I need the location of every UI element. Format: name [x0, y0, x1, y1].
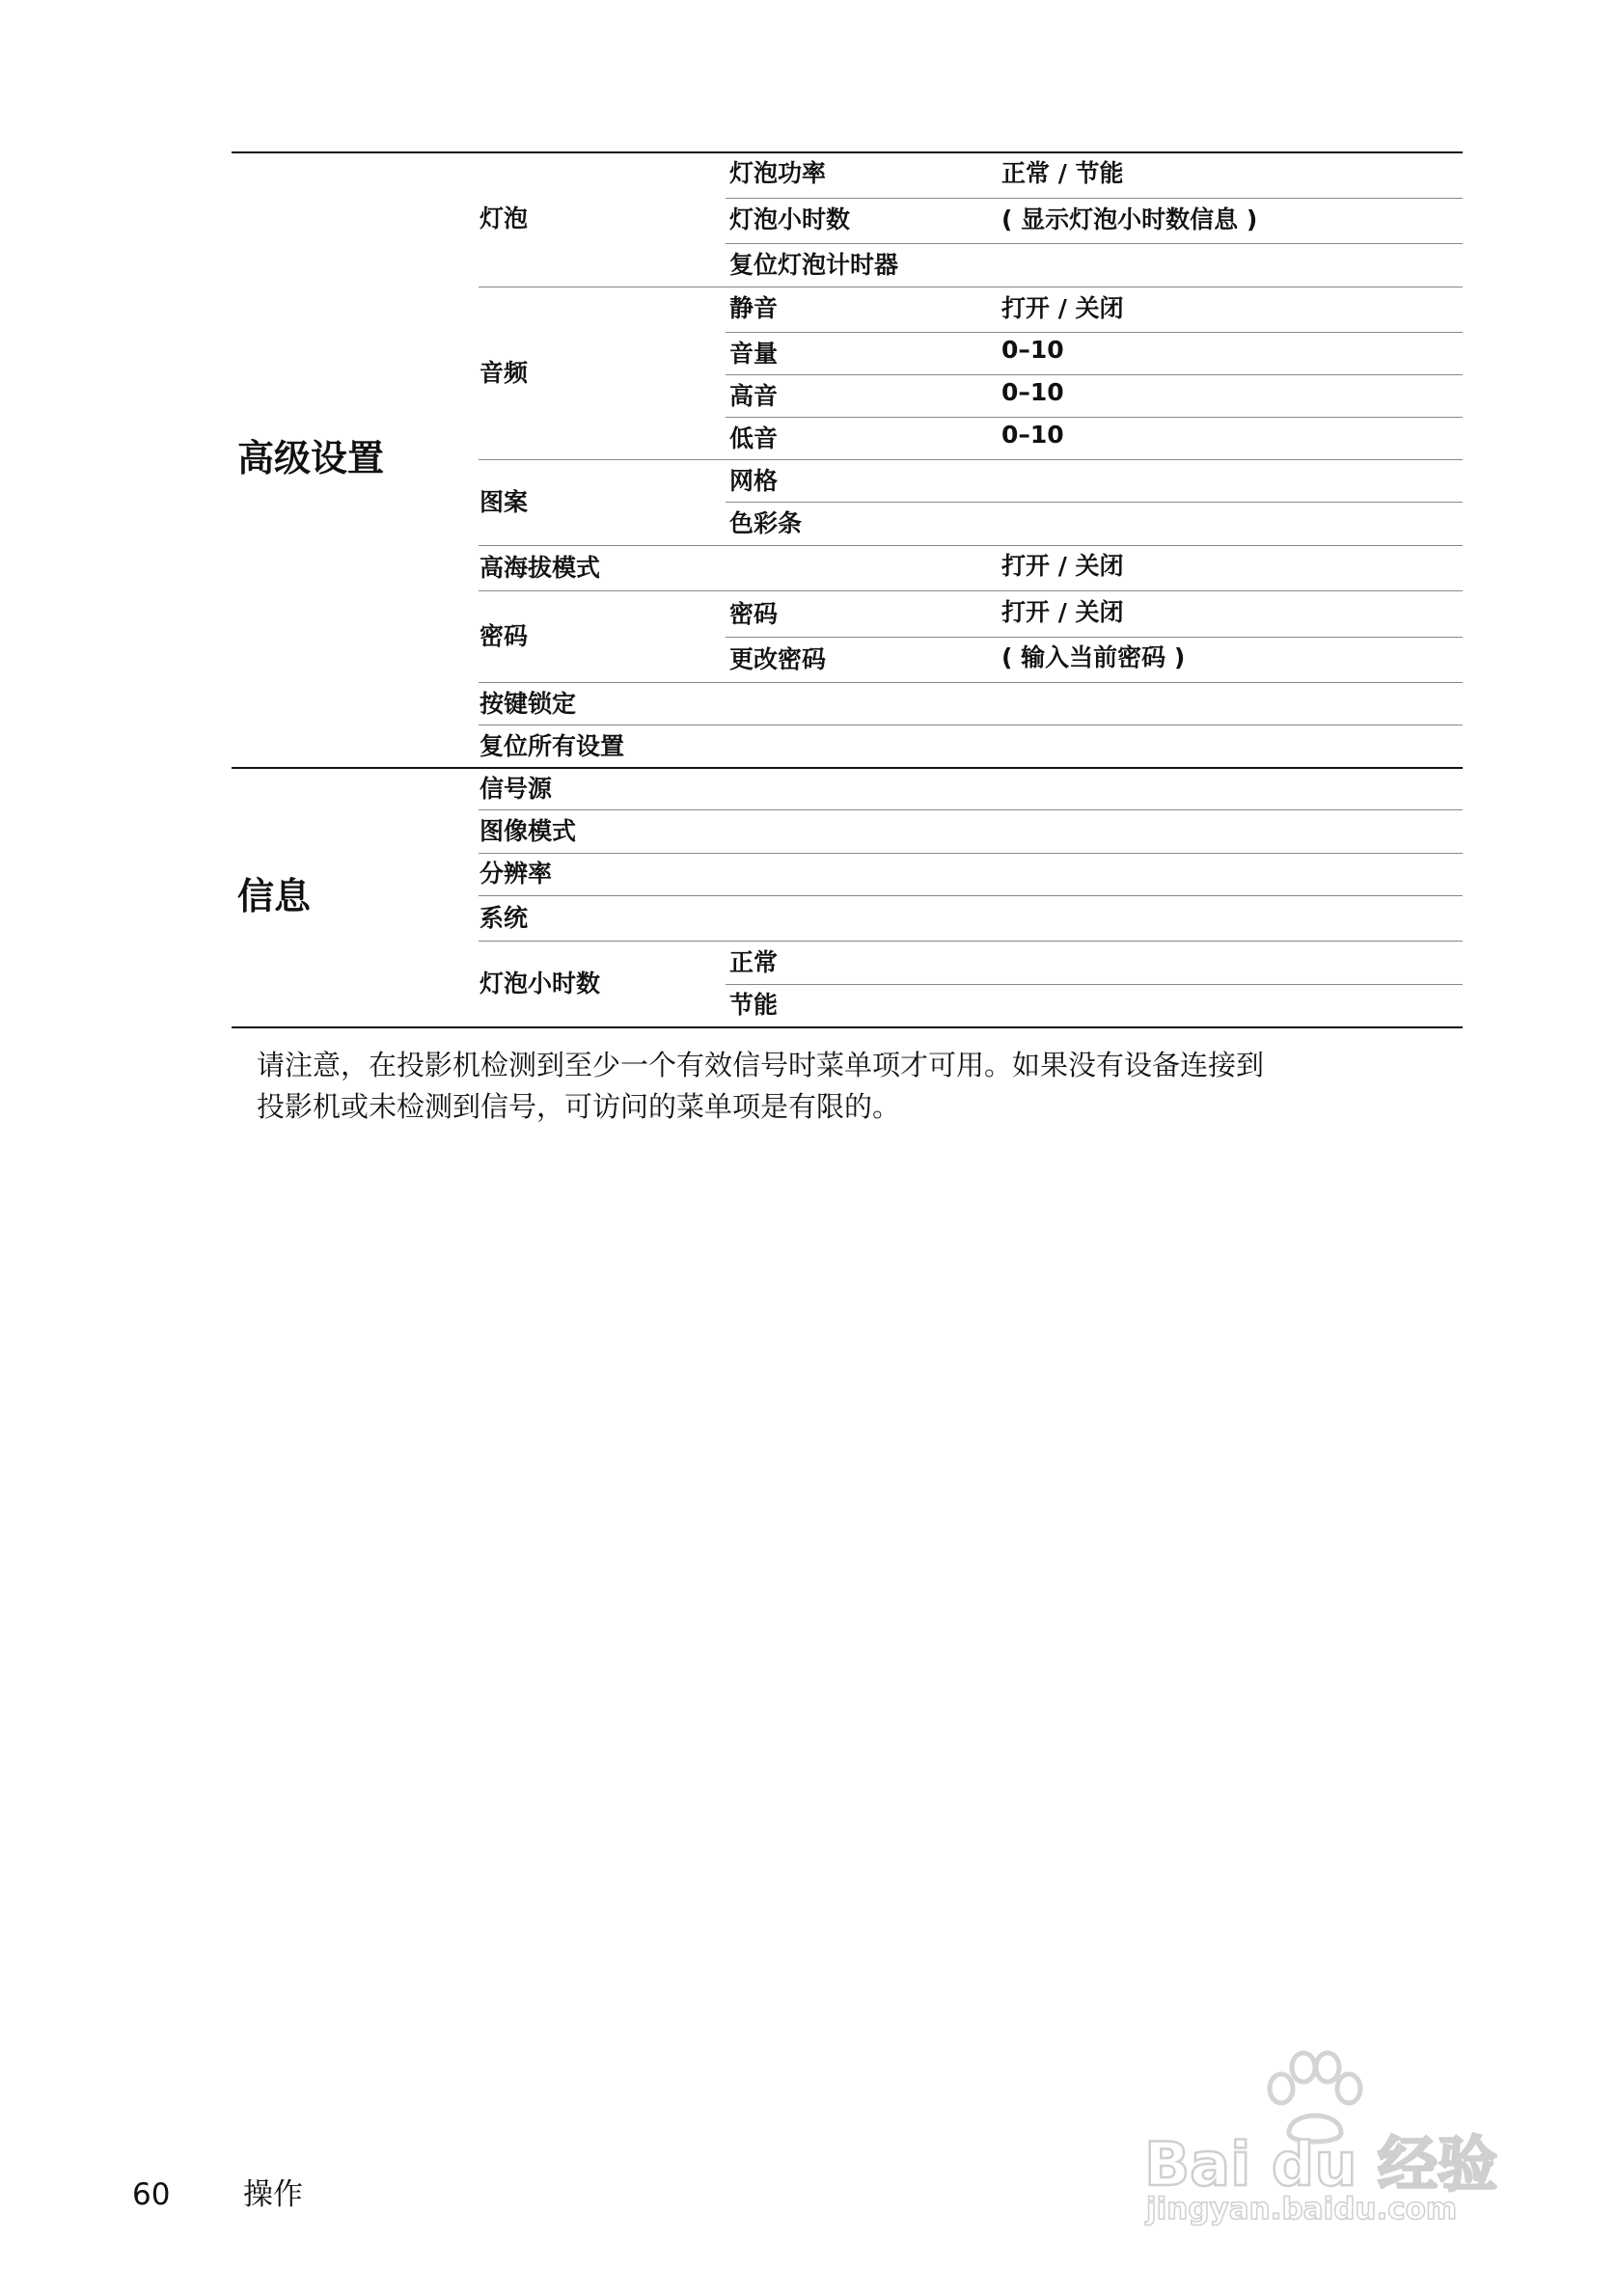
submenu-item-eco: 节能: [729, 991, 779, 1019]
watermark-url: jingyan.baidu.com: [1146, 2192, 1458, 2227]
menu-item-reset-all-settings: 复位所有设置: [480, 732, 625, 760]
note-line-2: 投影机或未检测到信号，可访问的菜单项是有限的。: [257, 1090, 901, 1123]
row-rule: [479, 724, 1463, 725]
menu-item-high-altitude: 高海拔模式: [480, 554, 601, 582]
note-line-1: 请注意，在投影机检测到至少一个有效信号时菜单项才可用。如果没有设备连接到: [257, 1049, 1265, 1081]
section-rule: [232, 767, 1463, 769]
row-rule: [479, 895, 1463, 896]
submenu-item-color-bars: 色彩条: [729, 509, 803, 537]
baidu-watermark: [1144, 2050, 1511, 2227]
footer-section: 操作: [243, 2177, 303, 2212]
submenu-item-change-password: 更改密码: [729, 645, 827, 673]
submenu-item-grid: 网格: [729, 467, 779, 495]
row-rule: [479, 545, 1463, 546]
submenu-item-normal: 正常: [729, 948, 779, 976]
option-value: 0–10: [1001, 378, 1064, 406]
option-value: 正常 / 节能: [1001, 159, 1124, 187]
submenu-item-mute: 静音: [729, 294, 779, 322]
row-rule: [726, 417, 1463, 418]
row-rule: [726, 332, 1463, 333]
option-value: 打开 / 关闭: [1001, 598, 1124, 626]
submenu-item-lamp-hours: 灯泡小时数: [729, 205, 851, 233]
option-value: 0–10: [1001, 336, 1064, 364]
watermark-brand: Bai du 经验: [1144, 2129, 1498, 2200]
submenu-item-bass: 低音: [729, 424, 779, 452]
submenu-item-lamp-power: 灯泡功率: [729, 159, 827, 187]
row-rule: [479, 853, 1463, 854]
option-value: 打开 / 关闭: [1001, 294, 1124, 322]
table-top-rule: [232, 151, 1463, 153]
table-bottom-rule: [232, 1026, 1463, 1028]
submenu-item-treble: 高音: [729, 382, 779, 410]
option-value: ( 显示灯泡小时数信息 ): [1001, 205, 1258, 233]
option-value: ( 输入当前密码 ): [1001, 643, 1186, 671]
row-rule: [479, 459, 1463, 460]
menu-item-pattern: 图案: [480, 488, 529, 516]
row-rule: [479, 682, 1463, 683]
option-value: 打开 / 关闭: [1001, 552, 1124, 580]
section-title-advanced: 高级设置: [237, 437, 385, 479]
row-rule: [726, 502, 1463, 503]
submenu-item-volume: 音量: [729, 340, 779, 368]
page-number: 60: [132, 2177, 171, 2212]
menu-item-lamp: 灯泡: [480, 205, 529, 232]
submenu-item-reset-lamp-timer: 复位灯泡计时器: [729, 251, 899, 279]
row-rule: [726, 984, 1463, 985]
menu-item-source: 信号源: [480, 775, 553, 803]
row-rule: [726, 374, 1463, 375]
menu-item-lamp-hours: 灯泡小时数: [480, 970, 601, 998]
row-rule: [726, 198, 1463, 199]
row-rule: [479, 809, 1463, 810]
section-title-info: 信息: [237, 875, 312, 917]
submenu-item-password: 密码: [729, 600, 779, 628]
menu-item-resolution: 分辨率: [480, 860, 553, 888]
row-rule: [726, 637, 1463, 638]
menu-item-password: 密码: [480, 622, 529, 650]
menu-item-system: 系统: [480, 904, 529, 932]
row-rule: [726, 243, 1463, 244]
menu-item-picture-mode: 图像模式: [480, 817, 577, 845]
menu-item-audio: 音频: [480, 359, 529, 387]
row-rule: [479, 590, 1463, 591]
menu-item-key-lock: 按键锁定: [480, 690, 577, 718]
row-rule: [479, 941, 1463, 942]
option-value: 0–10: [1001, 421, 1064, 449]
